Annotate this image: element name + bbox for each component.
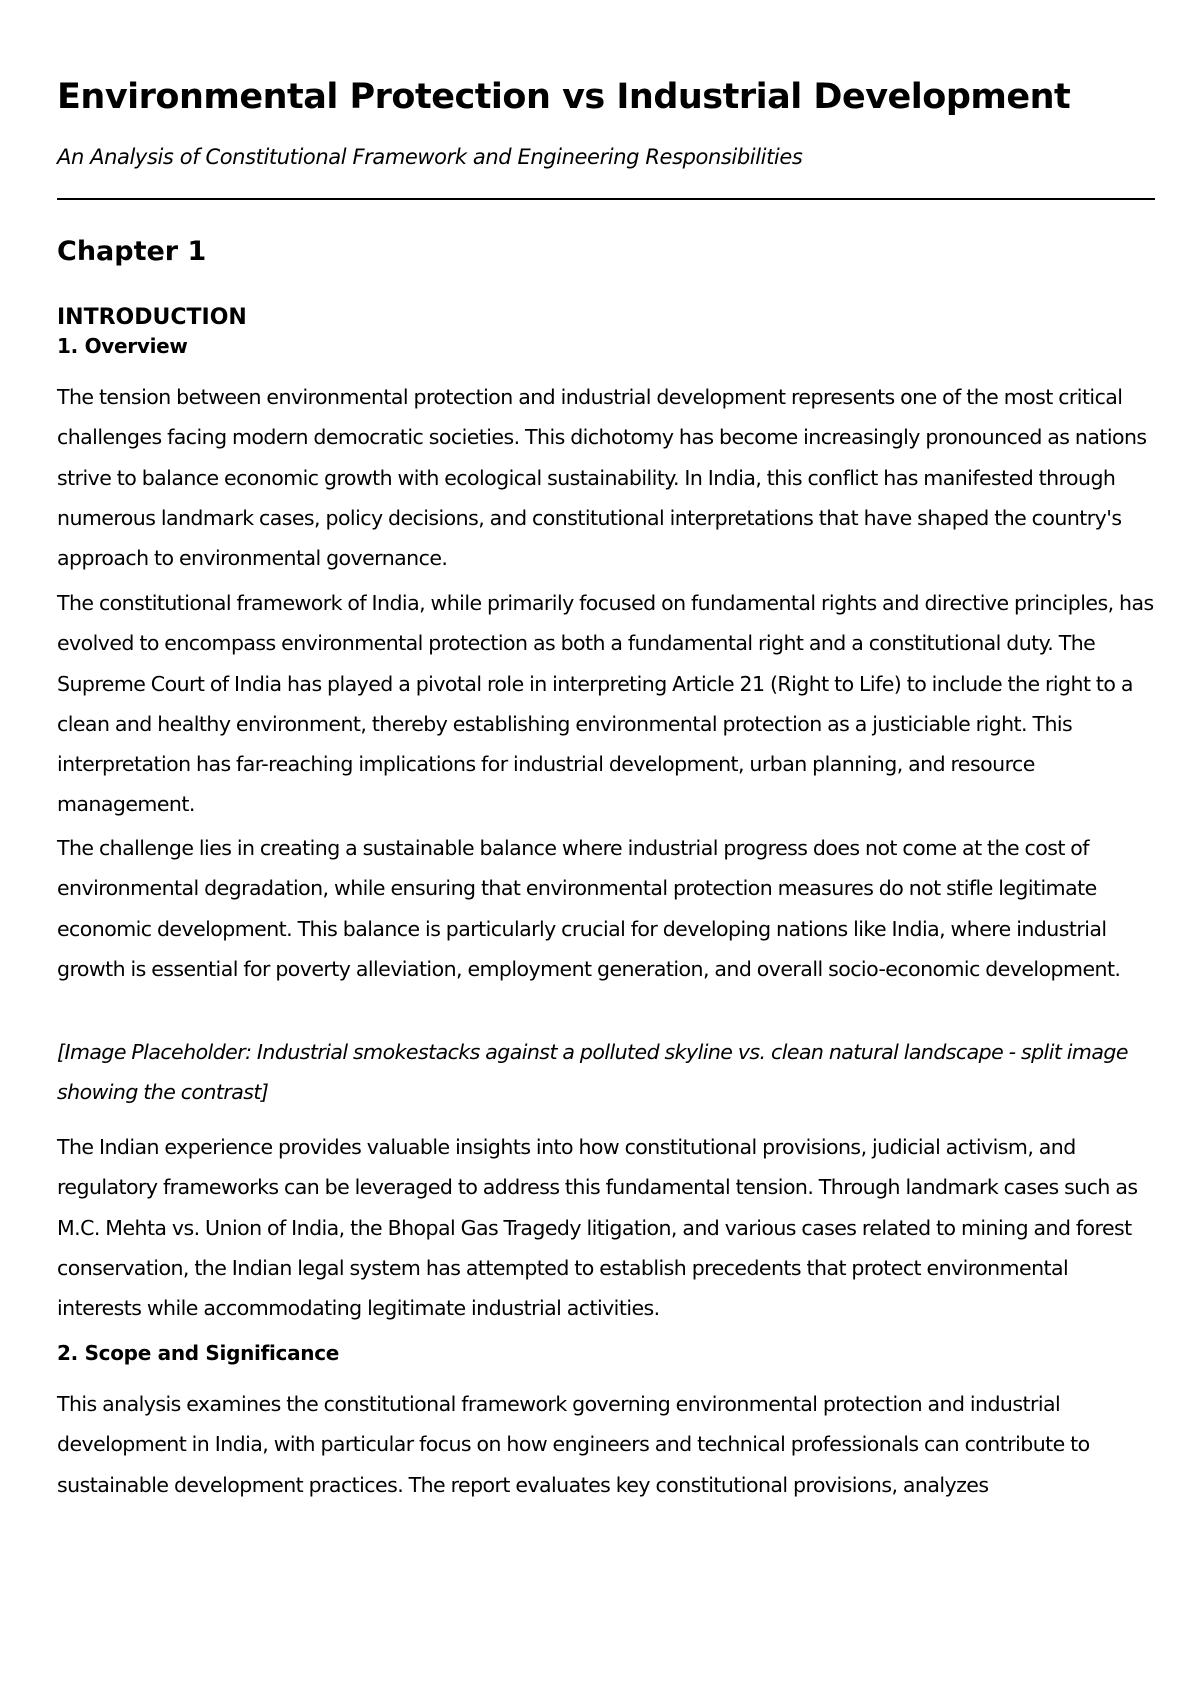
scope-paragraph-1: This analysis examines the constitutional framework governing environmental protection and industrial development in India, with particular focus on how engineers and technical professionals can contribute to sustainable development practices. The report evaluates key constitutional provisions, analyzes (57, 1392, 1090, 1497)
overview-paragraph-4: The Indian experience provides valuable insights into how constitutional provisions, judicial activism, and regulatory frameworks can be leveraged to address this fundamental tension. Through landmark cases such as M.C. Mehta vs. Union of India, the Bhopal Gas Tragedy litigation, and various cases related to mining and forest conservation, the Indian legal system has attempted to establish precedents that protect environmental interests while accommodating legitimate industrial activities. (57, 1135, 1138, 1321)
overview-paragraph-2: The constitutional framework of India, while primarily focused on fundamental rights and directive principles, has evolved to encompass environmental protection as both a fundamental right and a constitutional duty. The Supreme Court of India has played a pivotal role in interpreting Article 21 (Right to Life) to include the right to a clean and healthy environment, thereby establishing environmental protection as a justiciable right. This interpretation has far-reaching implications for industrial development, urban planning, and resource management. (57, 591, 1154, 817)
subsection-heading-scope: 2. Scope and Significance (57, 1341, 340, 1365)
document-subtitle: An Analysis of Constitutional Framework and Engineering Responsibilities (57, 145, 803, 169)
subsection-heading-overview: 1. Overview (57, 334, 188, 358)
section-heading: INTRODUCTION (57, 305, 247, 330)
image-placeholder-caption: [Image Placeholder: Industrial smokestacks against a polluted skyline vs. clean natural landscape - split image showing the contrast] (57, 1040, 1128, 1105)
chapter-heading: Chapter 1 (57, 236, 207, 267)
overview-paragraph-1: The tension between environmental protection and industrial development represents one of the most critical challenges facing modern democratic societies. This dichotomy has become increasingly pronounced as nations strive to balance economic growth with ecological sustainability. In India, this conflict has manifested through numerous landmark cases, policy decisions, and constitutional interpretations that have shaped the country's approach to environmental governance. (57, 385, 1147, 571)
document-title: Environmental Protection vs Industrial Development (57, 77, 1071, 117)
title-divider (57, 198, 1155, 200)
overview-paragraph-3: The challenge lies in creating a sustainable balance where industrial progress does not come at the cost of environmental degradation, while ensuring that environmental protection measures do not stifle legitimate economic development. This balance is particularly crucial for developing nations like India, where industrial growth is essential for poverty alleviation, employment generation, and overall socio-economic development. (57, 836, 1121, 981)
